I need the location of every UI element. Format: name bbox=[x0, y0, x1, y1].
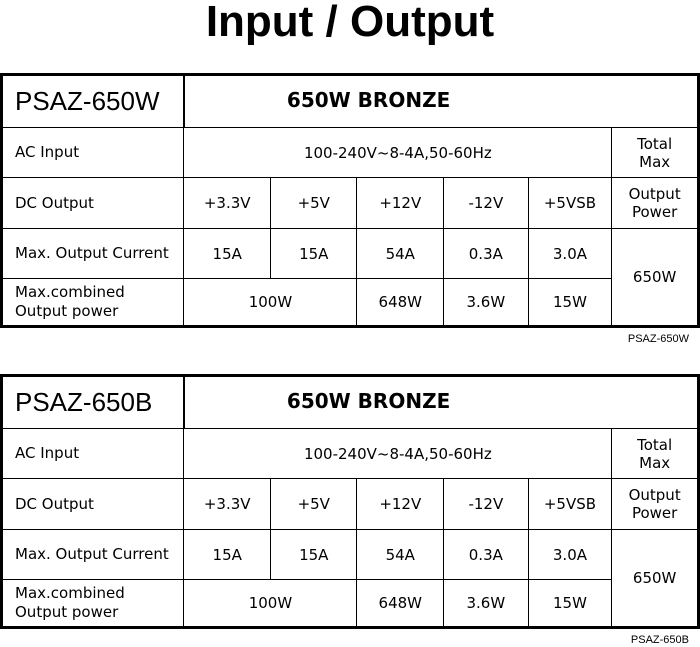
ac-input-value: 100-240V~8-4A,50-60Hz bbox=[184, 128, 612, 178]
combined-label-line1: Max.combined bbox=[15, 584, 125, 602]
rail-5v: +5V bbox=[271, 479, 357, 530]
dc-output-row bbox=[2, 479, 699, 530]
rail-12v: +12V bbox=[357, 178, 444, 229]
spec-table-psaz-650b bbox=[0, 374, 700, 629]
combined-3v3-5v: 100W bbox=[184, 279, 357, 327]
total-power-value: 650W bbox=[612, 530, 699, 628]
combined-3v3-5v: 100W bbox=[184, 580, 357, 628]
dc-output-label: DC Output bbox=[2, 178, 184, 229]
combined-label-line1: Max.combined bbox=[15, 283, 125, 301]
combined-label-line2: Output power bbox=[15, 603, 119, 621]
current-12v: 54A bbox=[357, 530, 444, 580]
rail-5vsb: +5VSB bbox=[528, 178, 612, 229]
output-power-header bbox=[612, 178, 699, 229]
combined-label-line2: Output power bbox=[15, 302, 119, 320]
current-3v3: 15A bbox=[184, 530, 271, 580]
combined-12v: 648W bbox=[357, 580, 444, 628]
output-power-line2: Power bbox=[631, 504, 678, 522]
combined-5vsb: 15W bbox=[528, 279, 612, 327]
ac-input-label: AC Input bbox=[2, 128, 184, 178]
ac-input-value: 100-240V~8-4A,50-60Hz bbox=[184, 429, 612, 479]
total-max-header bbox=[612, 429, 699, 479]
combined-12v: 648W bbox=[357, 279, 444, 327]
rail-3v3: +3.3V bbox=[184, 178, 271, 229]
ac-input-row bbox=[2, 429, 699, 479]
current-5v: 15A bbox=[271, 530, 357, 580]
output-power-header bbox=[612, 479, 699, 530]
model-name: PSAZ-650W bbox=[2, 75, 184, 128]
efficiency-rating: 650W BRONZE bbox=[184, 75, 699, 128]
rail-3v3: +3.3V bbox=[184, 479, 271, 530]
current-5vsb: 3.0A bbox=[528, 530, 612, 580]
combined-minus-12v: 3.6W bbox=[444, 580, 529, 628]
dc-output-row bbox=[2, 178, 699, 229]
rail-minus-12v: -12V bbox=[444, 178, 529, 229]
current-minus-12v: 0.3A bbox=[444, 530, 529, 580]
efficiency-rating: 650W BRONZE bbox=[184, 376, 699, 429]
total-max-line1: Total bbox=[637, 435, 673, 454]
current-5v: 15A bbox=[271, 229, 357, 279]
combined-power-row bbox=[2, 279, 699, 327]
combined-minus-12v: 3.6W bbox=[444, 279, 529, 327]
max-current-row bbox=[2, 229, 699, 279]
rail-5vsb: +5VSB bbox=[528, 479, 612, 530]
output-power-line2: Power bbox=[631, 203, 678, 221]
output-power-line1: Output bbox=[628, 486, 681, 504]
max-current-label: Max. Output Current bbox=[2, 229, 184, 279]
ac-input-label: AC Input bbox=[2, 429, 184, 479]
combined-power-row bbox=[2, 580, 699, 628]
output-power-line1: Output bbox=[628, 185, 681, 203]
current-12v: 54A bbox=[357, 229, 444, 279]
combined-power-label bbox=[2, 580, 184, 628]
total-max-line1: Total bbox=[637, 134, 673, 153]
current-minus-12v: 0.3A bbox=[444, 229, 529, 279]
combined-5vsb: 15W bbox=[528, 580, 612, 628]
rail-5v: +5V bbox=[271, 178, 357, 229]
header-row bbox=[2, 376, 699, 429]
total-max-line2: Max bbox=[639, 453, 671, 472]
current-5vsb: 3.0A bbox=[528, 229, 612, 279]
total-max-header bbox=[612, 128, 699, 178]
rail-minus-12v: -12V bbox=[444, 479, 529, 530]
dc-output-label: DC Output bbox=[2, 479, 184, 530]
max-current-row bbox=[2, 530, 699, 580]
total-max-line2: Max bbox=[639, 152, 671, 171]
spec-table-psaz-650w bbox=[0, 73, 700, 328]
rail-12v: +12V bbox=[357, 479, 444, 530]
table-caption: PSAZ-650B bbox=[630, 634, 689, 646]
table-caption: PSAZ-650W bbox=[627, 333, 689, 345]
header-row bbox=[2, 75, 699, 128]
combined-power-label bbox=[2, 279, 184, 327]
ac-input-row bbox=[2, 128, 699, 178]
max-current-label: Max. Output Current bbox=[2, 530, 184, 580]
page-title: Input / Output bbox=[205, 0, 495, 46]
model-name: PSAZ-650B bbox=[2, 376, 184, 429]
current-3v3: 15A bbox=[184, 229, 271, 279]
total-power-value: 650W bbox=[612, 229, 699, 327]
